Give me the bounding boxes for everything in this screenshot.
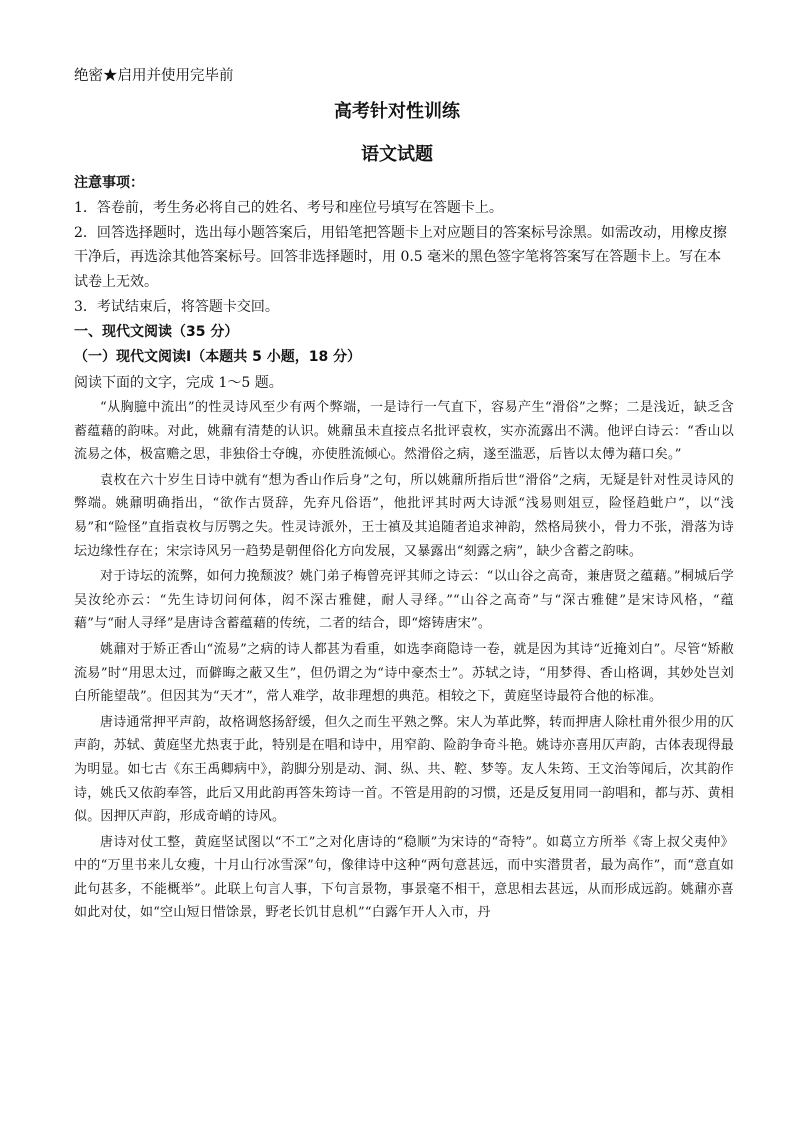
- passage-paragraph: 姚鼐对于矫正香山“流易”之病的诗人都甚为看重，如选李商隐诗一卷，就是因为其诗“近掩刘白”。尽管“矫敝流易”时“用思太过，而僻晦之蔽又生”，但仍谓之为“诗中豪杰士”。苏轼之诗，“用梦得、香山格调，其妙处岂刘白所能望哉”。但因其为“天才”，常人难学，故非理想的典范。相较之下，黄庭坚诗最符合他的标准。: [74, 641, 734, 705]
- section-subtitle: （一）现代文阅读Ⅰ（本题共 5 小题，18 分）: [74, 349, 362, 365]
- exam-title: 高考针对性训练: [334, 101, 460, 122]
- passage-paragraph: 唐诗对仗工整，黄庭坚试图以“不工”之对化唐诗的“稳顺”为宋诗的“奇特”。如葛立方所举《寄上叔父夷仲》中的“万里书来儿女瘦，十月山行冰雪深”句，像律诗中这种“两句意甚远，而中实潜贯者，最为高作”，而“意直如此句甚多，不能概举”。此联上句言人事，下句言景物，事景毫不相干，意思相去甚远，从而形成远韵。姚鼐亦喜如此对仗，如“空山短日惜馀景，野老长饥甘息机”“白露乍开人入市，丹: [74, 834, 734, 921]
- passage-paragraph: 唐诗通常押平声韵，故格调悠扬舒缓，但久之而生平熟之弊。宋人为革此弊，转而押唐人除杜甫外很少用的仄声韵，苏轼、黄庭坚尤热衷于此，特别是在唱和诗中，用窄韵、险韵争奇斗艳。姚诗亦喜用仄声韵，古体表现得最为明显。如七古《东王禹卿病中》，韵脚分别是动、洞、纵、共、鞚、梦等。友人朱筠、王文治等闻后，次其韵作诗，姚氏又依韵奉答，此后又用此韵再答朱筠诗一首。不管是用韵的习惯，还是反复用同一韵唱和，都与苏、黄相似。因押仄声韵，形成奇峭的诗风。: [74, 714, 735, 825]
- confidential-notice: 绝密★启用并使用完毕前: [74, 68, 234, 84]
- reading-passage: [74, 396, 734, 927]
- passage-paragraph: 袁枚在六十岁生日诗中就有“想为香山作后身”之句，所以姚鼐所指后世“滑俗”之病，无疑是针对性灵诗风的弊端。姚鼐明确指出，“欲作古贤辞，先弃凡俗语”，他批评其时两大诗派“浅易则俎豆，险怪趋蚍户”，以“浅易”和“险怪”直指袁枚与厉鹗之失。性灵诗派外，王士禛及其追随者追求神韵，然格局狭小，骨力不张，滑落为诗坛边缘性存在；宋宗诗风另一趋势是朝俚俗化方向发展，又暴露出“刻露之病”，缺少含蓄之韵味。: [74, 472, 734, 559]
- section-title: 一、现代文阅读（35 分）: [74, 324, 239, 340]
- note-item-1: 1．答卷前，考生务必将自己的姓名、考号和座位号填写在答题卡上。: [74, 199, 503, 216]
- notes-heading: 注意事项：: [74, 175, 144, 191]
- passage-paragraph: 对于诗坛的流弊，如何力挽颓波？姚门弟子梅曾亮评其师之诗云：“以山谷之高奇，兼唐贤之蕴藉。”桐城后学吴汝纶亦云：“先生诗切问何体，闳不深古雅健，耐人寻绎。”“山谷之高奇”与“深古雅健”是宋诗风格，“蕴藉”与“耐人寻绎”是唐诗含蓄蕴藉的传统，二者的结合，即“熔铸唐宋”。: [74, 569, 734, 632]
- reading-instruction: 阅读下面的文字，完成 1～5 题。: [74, 375, 283, 391]
- note-item-3: 3．考试结束后，将答题卡交回。: [74, 298, 279, 315]
- exam-subtitle: 语文试题: [361, 144, 433, 165]
- notes-block: [74, 171, 734, 320]
- note-item-2: 2．回答选择题时，选出每小题答案后，用铅笔把答题卡上对应题目的答案标号涂黑。如需改动，用橡皮擦干净后，再选涂其他答案标号。回答非选择题时，用 0.5 毫米的黑色签字笔将答案写在答题卡上。写在本试卷上无效。: [74, 224, 727, 291]
- passage-paragraph: “从胸臆中流出”的性灵诗风至少有两个弊端，一是诗行一气直下，容易产生“滑俗”之弊；二是浅近，缺乏含蓄蕴藉的韵味。对此，姚鼐有清楚的认识。姚鼐虽未直接点名批评袁枚，实亦流露出不满。他评白诗云：“香山以流易之体，极富赡之思，非独俗士夺魄，亦使胜流倾心。然滑俗之病，遂至滥恶，后皆以太傅为藉口矣。”: [74, 400, 734, 463]
